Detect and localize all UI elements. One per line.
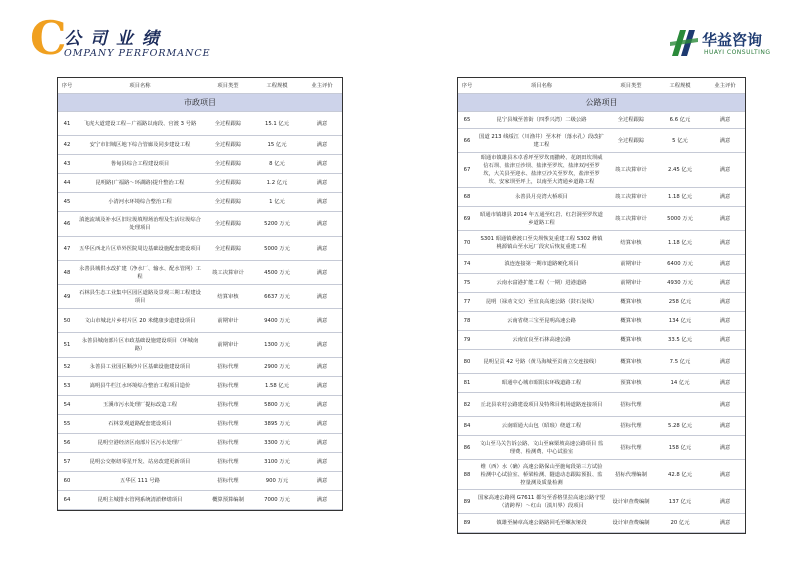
project-type: 全过程跟踪 xyxy=(204,155,252,174)
project-scale: 2.45 亿元 xyxy=(655,153,705,188)
project-name: 昆宁县城至善街（四季兴湾）二级公路 xyxy=(476,112,607,129)
table-row xyxy=(458,153,745,188)
project-type: 前期审计 xyxy=(204,333,252,358)
col-header-eval: 业主评价 xyxy=(705,78,745,94)
project-scale: 6.6 亿元 xyxy=(655,112,705,129)
project-type: 预算审核 xyxy=(607,374,655,393)
table-row xyxy=(58,396,342,415)
project-scale: 1300 万元 xyxy=(252,333,302,358)
row-number: 77 xyxy=(458,293,476,312)
section-title: 公路项目 xyxy=(458,94,745,112)
owner-evaluation: 满意 xyxy=(302,261,342,285)
owner-evaluation: 满意 xyxy=(302,237,342,261)
row-number: 56 xyxy=(58,434,76,453)
row-number: 43 xyxy=(58,155,76,174)
section-row xyxy=(458,94,745,112)
project-type: 招标代理 xyxy=(607,393,655,417)
project-type: 全过程跟踪 xyxy=(607,129,655,153)
project-scale: 14 亿元 xyxy=(655,374,705,393)
project-name: 石林县生态工业集中区园区道路及景观三期工程建设项目 xyxy=(76,285,204,309)
col-header-scale: 工程规模 xyxy=(252,78,302,94)
table-row xyxy=(458,312,745,331)
project-name: 云南水富港扩能工程（一期）进港道路 xyxy=(476,274,607,293)
project-type: 全过程跟踪 xyxy=(204,112,252,136)
project-type: 招标代理 xyxy=(204,472,252,491)
project-scale: 158 亿元 xyxy=(655,436,705,460)
table-row xyxy=(58,261,342,285)
col-header-name: 项目名称 xyxy=(76,78,204,94)
project-type: 招标代理 xyxy=(204,396,252,415)
table-row xyxy=(58,491,342,510)
table-row xyxy=(458,460,745,490)
project-type: 竣工决算审计 xyxy=(607,207,655,231)
owner-evaluation: 满意 xyxy=(302,193,342,212)
project-type: 招标代理 xyxy=(204,377,252,396)
row-number: 82 xyxy=(458,393,476,417)
project-name: 昭通市镇雄县 2014 年五通至红岩、红岩洞至罗坎道乡道路工程 xyxy=(476,207,607,231)
table-row xyxy=(58,237,342,261)
project-name: 昆明呈贡 42 号路（黄马海城至贡南立交连接线） xyxy=(476,350,607,374)
col-header-name: 项目名称 xyxy=(476,78,607,94)
project-name: 飞虎大道建设工程－广福路以南段、官渡 3 号路 xyxy=(76,112,204,136)
owner-evaluation: 满意 xyxy=(302,396,342,415)
row-number: 66 xyxy=(458,129,476,153)
table-row xyxy=(58,193,342,212)
project-type: 全过程跟踪 xyxy=(204,136,252,155)
owner-evaluation: 满意 xyxy=(705,490,745,514)
project-scale: 134 亿元 xyxy=(655,312,705,331)
project-scale: 5200 万元 xyxy=(252,212,302,237)
row-number: 84 xyxy=(458,417,476,436)
owner-evaluation: 满意 xyxy=(705,129,745,153)
project-scale: 7.5 亿元 xyxy=(655,350,705,374)
project-scale: 3300 万元 xyxy=(252,434,302,453)
project-name: S301 昭通镇彝渡口至尖坝恢复重建工程 S302 彝镇桃源镇山至水远厂段灾后恢复重建工程 xyxy=(476,231,607,255)
owner-evaluation: 满意 xyxy=(705,188,745,207)
project-scale: 6637 万元 xyxy=(252,285,302,309)
project-scale: 8 亿元 xyxy=(252,155,302,174)
project-scale: 5000 万元 xyxy=(252,237,302,261)
table-row xyxy=(458,293,745,312)
project-type: 招标代理 xyxy=(607,436,655,460)
project-name: 维（西）水（确）高速公路保山至施甸段第三方试验检测中心试验室、桥梁检测、隧道动态跟踪预报、监控量测及质量检测 xyxy=(476,460,607,490)
project-scale: 1.2 亿元 xyxy=(252,174,302,193)
owner-evaluation: 满意 xyxy=(302,434,342,453)
owner-evaluation: 满意 xyxy=(705,460,745,490)
project-name: 永善县城供水改扩建（净水厂、输水、配水管网）工程 xyxy=(76,261,204,285)
project-scale: 6400 万元 xyxy=(655,255,705,274)
project-type: 概算预算编制 xyxy=(204,491,252,510)
project-scale: 15.1 亿元 xyxy=(252,112,302,136)
col-header-type: 项目类型 xyxy=(204,78,252,94)
project-scale xyxy=(655,393,705,417)
table-row xyxy=(58,285,342,309)
project-name: 文山至马关告诉公路、文山至麻栗坡高速公路项目 监理费、检测费、中心试验室 xyxy=(476,436,607,460)
owner-evaluation: 满意 xyxy=(705,274,745,293)
municipal-projects-panel xyxy=(57,77,343,511)
project-scale: 1.18 亿元 xyxy=(655,188,705,207)
owner-evaluation: 满意 xyxy=(705,514,745,533)
huayi-logo-icon xyxy=(668,28,700,58)
row-number: 89 xyxy=(458,514,476,533)
project-type: 全过程跟踪 xyxy=(204,212,252,237)
table-row xyxy=(58,472,342,491)
project-name: 昭通市镇雄县木卓香坪至罗坎雨撒岭、花朗田坎坝威信石坝、盐津豆沙坝、盐津至罗坎、盐津双河至罗坎，大关县至迎水、盐津豆沙关至罗坎，盐津至罗坎、安家坝至坪上，以南至大湾通乡道路工程 xyxy=(476,153,607,188)
row-number: 57 xyxy=(58,453,76,472)
project-scale: 1.58 亿元 xyxy=(252,377,302,396)
project-scale: 4500 万元 xyxy=(252,261,302,285)
project-name: 镇雄至赫章高速公路路回毛至螺灰垭段 xyxy=(476,514,607,533)
brand-name-cn: 华益咨询 xyxy=(702,31,763,49)
row-number: 47 xyxy=(58,237,76,261)
row-number: 69 xyxy=(458,207,476,231)
huayi-logo xyxy=(668,28,778,62)
project-scale: 42.8 亿元 xyxy=(655,460,705,490)
row-number: 41 xyxy=(58,112,76,136)
project-name: 永善县工业园区顺沙片区基础设施建设项目 xyxy=(76,358,204,377)
project-type: 概算审核 xyxy=(607,293,655,312)
owner-evaluation: 满意 xyxy=(705,231,745,255)
project-scale: 900 万元 xyxy=(252,472,302,491)
project-type: 招标代理 xyxy=(607,417,655,436)
project-name: 小清河水环境综合整治工程 xyxy=(76,193,204,212)
owner-evaluation: 满意 xyxy=(302,377,342,396)
project-type: 竣工决算审计 xyxy=(204,261,252,285)
project-type: 前期审计 xyxy=(204,309,252,333)
row-number: 75 xyxy=(458,274,476,293)
row-number: 51 xyxy=(58,333,76,358)
owner-evaluation: 满意 xyxy=(705,331,745,350)
project-type: 招标代理 xyxy=(204,358,252,377)
table-row xyxy=(458,417,745,436)
project-scale: 15 亿元 xyxy=(252,136,302,155)
project-name: 云南昭通大山包（昭琅）绕道工程 xyxy=(476,417,607,436)
owner-evaluation: 满意 xyxy=(302,415,342,434)
table-row xyxy=(458,331,745,350)
project-name: 云南宜良至石林高速公路 xyxy=(476,331,607,350)
owner-evaluation: 满意 xyxy=(302,285,342,309)
project-type: 招标代理 xyxy=(204,434,252,453)
row-number: 80 xyxy=(458,350,476,374)
col-header-no: 序号 xyxy=(458,78,476,94)
row-number: 50 xyxy=(58,309,76,333)
project-scale: 1.18 亿元 xyxy=(655,231,705,255)
project-name: 永善县月亮湾大桥项目 xyxy=(476,188,607,207)
project-scale: 33.5 亿元 xyxy=(655,331,705,350)
row-number: 53 xyxy=(58,377,76,396)
owner-evaluation: 满意 xyxy=(302,472,342,491)
project-scale: 7000 万元 xyxy=(252,491,302,510)
table-row xyxy=(58,212,342,237)
table-row xyxy=(58,309,342,333)
project-type: 竣工决算审计 xyxy=(607,188,655,207)
table-row xyxy=(458,129,745,153)
table-row xyxy=(58,155,342,174)
project-name: 昆明空港经济区南部片区污水处理厂 xyxy=(76,434,204,453)
row-number: 68 xyxy=(458,188,476,207)
table-row xyxy=(458,112,745,129)
table-row xyxy=(458,514,745,533)
project-type: 结算审核 xyxy=(204,285,252,309)
project-scale: 3895 万元 xyxy=(252,415,302,434)
table-header-row xyxy=(458,78,745,94)
project-name: 文山市城北片乡村片区 20 米健康步道建设项目 xyxy=(76,309,204,333)
table-row xyxy=(458,207,745,231)
row-number: 49 xyxy=(58,285,76,309)
table-row xyxy=(458,255,745,274)
project-type: 设计审查费编制 xyxy=(607,514,655,533)
section-title: 市政项目 xyxy=(58,94,342,112)
row-number: 45 xyxy=(58,193,76,212)
project-type: 概算审核 xyxy=(607,331,655,350)
row-number: 44 xyxy=(58,174,76,193)
project-type: 前期审计 xyxy=(607,274,655,293)
project-name: 丘北县农村公路建设项目及特殊目机场道路连接项目 xyxy=(476,393,607,417)
section-row xyxy=(58,94,342,112)
row-number: 79 xyxy=(458,331,476,350)
row-number: 86 xyxy=(458,436,476,460)
project-scale: 5000 万元 xyxy=(655,207,705,231)
owner-evaluation: 满意 xyxy=(705,436,745,460)
owner-evaluation: 满意 xyxy=(302,309,342,333)
owner-evaluation: 满意 xyxy=(302,491,342,510)
table-row xyxy=(458,393,745,417)
row-number: 54 xyxy=(58,396,76,415)
title-cn: 公司业绩 xyxy=(64,29,168,49)
owner-evaluation: 满意 xyxy=(302,112,342,136)
project-scale: 5800 万元 xyxy=(252,396,302,415)
table-row xyxy=(58,112,342,136)
project-name: 嵩明县牛栏江水环境综合整治工程项目造价 xyxy=(76,377,204,396)
row-number: 78 xyxy=(458,312,476,331)
owner-evaluation: 满意 xyxy=(705,293,745,312)
owner-evaluation: 满意 xyxy=(302,212,342,237)
row-number: 65 xyxy=(458,112,476,129)
project-scale: 4930 万元 xyxy=(655,274,705,293)
title-en: OMPANY PERFORMANCE xyxy=(64,48,211,59)
project-scale: 5.28 亿元 xyxy=(655,417,705,436)
project-type: 概算审核 xyxy=(607,312,655,331)
project-name: 永善县城南部片区市政基础设施建设项目（环城南路） xyxy=(76,333,204,358)
row-number: 67 xyxy=(458,153,476,188)
municipal-projects-table xyxy=(58,78,342,510)
project-type: 招标代理 xyxy=(204,415,252,434)
logo-letter-c: C xyxy=(30,11,67,65)
project-name: 安宁市旧城区地下综合管廊及同步建设工程 xyxy=(76,136,204,155)
owner-evaluation: 满意 xyxy=(705,393,745,417)
owner-evaluation: 满意 xyxy=(705,312,745,331)
owner-evaluation: 满意 xyxy=(302,174,342,193)
project-name: 玉溪市污水处理厂提标改造工程 xyxy=(76,396,204,415)
col-header-type: 项目类型 xyxy=(607,78,655,94)
project-name: 昆明主城排水管网系统清淤修缮项目 xyxy=(76,491,204,510)
project-scale: 5 亿元 xyxy=(655,129,705,153)
row-number: 55 xyxy=(58,415,76,434)
owner-evaluation: 满意 xyxy=(705,207,745,231)
project-type: 全过程跟踪 xyxy=(204,174,252,193)
highway-projects-table xyxy=(458,78,745,533)
owner-evaluation: 满意 xyxy=(705,153,745,188)
project-scale: 3100 万元 xyxy=(252,453,302,472)
table-row xyxy=(458,188,745,207)
highway-projects-panel xyxy=(457,77,746,534)
project-name: 石林景观道路配套建设项目 xyxy=(76,415,204,434)
project-name: 昆明（禄劝文交）至宜良高速公路（鼓石复线） xyxy=(476,293,607,312)
project-type: 前期审计 xyxy=(607,255,655,274)
owner-evaluation: 满意 xyxy=(302,333,342,358)
owner-evaluation: 满意 xyxy=(705,417,745,436)
owner-evaluation: 满意 xyxy=(705,374,745,393)
project-name: 滇连连接第一期市道路硬化项目 xyxy=(476,255,607,274)
project-type: 全过程跟踪 xyxy=(204,237,252,261)
row-number: 60 xyxy=(58,472,76,491)
project-name: 五华区西北片区草外医院周边基础设施配套建设项目 xyxy=(76,237,204,261)
row-number: 64 xyxy=(58,491,76,510)
col-header-no: 序号 xyxy=(58,78,76,94)
project-scale: 2900 万元 xyxy=(252,358,302,377)
project-type: 全过程跟踪 xyxy=(204,193,252,212)
project-type: 竣工决算审计 xyxy=(607,153,655,188)
project-name: 国家高速公路网 G7611 都匀至香格里拉高速公路守望（清跨界）～红山（滇川界）段项目 xyxy=(476,490,607,514)
row-number: 70 xyxy=(458,231,476,255)
project-name: 昭通中心城市昭阳东环线道路工程 xyxy=(476,374,607,393)
project-name: 鲁甸县综合工程建设项目 xyxy=(76,155,204,174)
project-type: 全过程跟踪 xyxy=(607,112,655,129)
project-type: 结算审核 xyxy=(607,231,655,255)
project-type: 招标代理 xyxy=(204,453,252,472)
col-header-eval: 业主评价 xyxy=(302,78,342,94)
table-row xyxy=(458,274,745,293)
table-row xyxy=(458,436,745,460)
owner-evaluation: 满意 xyxy=(705,255,745,274)
project-scale: 1 亿元 xyxy=(252,193,302,212)
owner-evaluation: 满意 xyxy=(302,453,342,472)
page-header xyxy=(0,0,800,70)
project-scale: 137 亿元 xyxy=(655,490,705,514)
row-number: 74 xyxy=(458,255,476,274)
table-row xyxy=(58,415,342,434)
table-row xyxy=(58,174,342,193)
owner-evaluation: 满意 xyxy=(705,112,745,129)
table-header-row xyxy=(58,78,342,94)
table-row xyxy=(458,231,745,255)
row-number: 42 xyxy=(58,136,76,155)
table-row xyxy=(58,358,342,377)
row-number: 46 xyxy=(58,212,76,237)
table-row xyxy=(58,333,342,358)
project-scale: 9400 万元 xyxy=(252,309,302,333)
col-header-scale: 工程规模 xyxy=(655,78,705,94)
owner-evaluation: 满意 xyxy=(302,358,342,377)
table-row xyxy=(58,453,342,472)
project-name: 昆明路(广福路～环湖路)提升整治工程 xyxy=(76,174,204,193)
project-name: 滇池流域及补水区旧垃圾填埋场治理及生活垃圾综合处理项目 xyxy=(76,212,204,237)
row-number: 89 xyxy=(458,490,476,514)
row-number: 81 xyxy=(458,374,476,393)
project-type: 招标代理编制 xyxy=(607,460,655,490)
project-name: 五华区 111 号路 xyxy=(76,472,204,491)
table-row xyxy=(58,434,342,453)
project-type: 设计审查费编制 xyxy=(607,490,655,514)
project-scale: 258 亿元 xyxy=(655,293,705,312)
table-row xyxy=(458,350,745,374)
project-scale: 20 亿元 xyxy=(655,514,705,533)
table-row xyxy=(58,377,342,396)
row-number: 88 xyxy=(458,460,476,490)
brand-name-en: HUAYI CONSULTING xyxy=(704,49,771,56)
project-name: 国道 213 线绥江（川渔井）至木杆（落水孔）段改扩建工程 xyxy=(476,129,607,153)
project-name: 云南省绕三宝至昆明高速公路 xyxy=(476,312,607,331)
row-number: 52 xyxy=(58,358,76,377)
owner-evaluation: 满意 xyxy=(302,136,342,155)
company-performance-logo xyxy=(30,11,230,66)
project-name: 昆明公交枢纽零星开发、站房改建更新项目 xyxy=(76,453,204,472)
owner-evaluation: 满意 xyxy=(302,155,342,174)
table-row xyxy=(458,374,745,393)
owner-evaluation: 满意 xyxy=(705,350,745,374)
row-number: 48 xyxy=(58,261,76,285)
project-type: 概算审核 xyxy=(607,350,655,374)
table-row xyxy=(458,490,745,514)
table-row xyxy=(58,136,342,155)
